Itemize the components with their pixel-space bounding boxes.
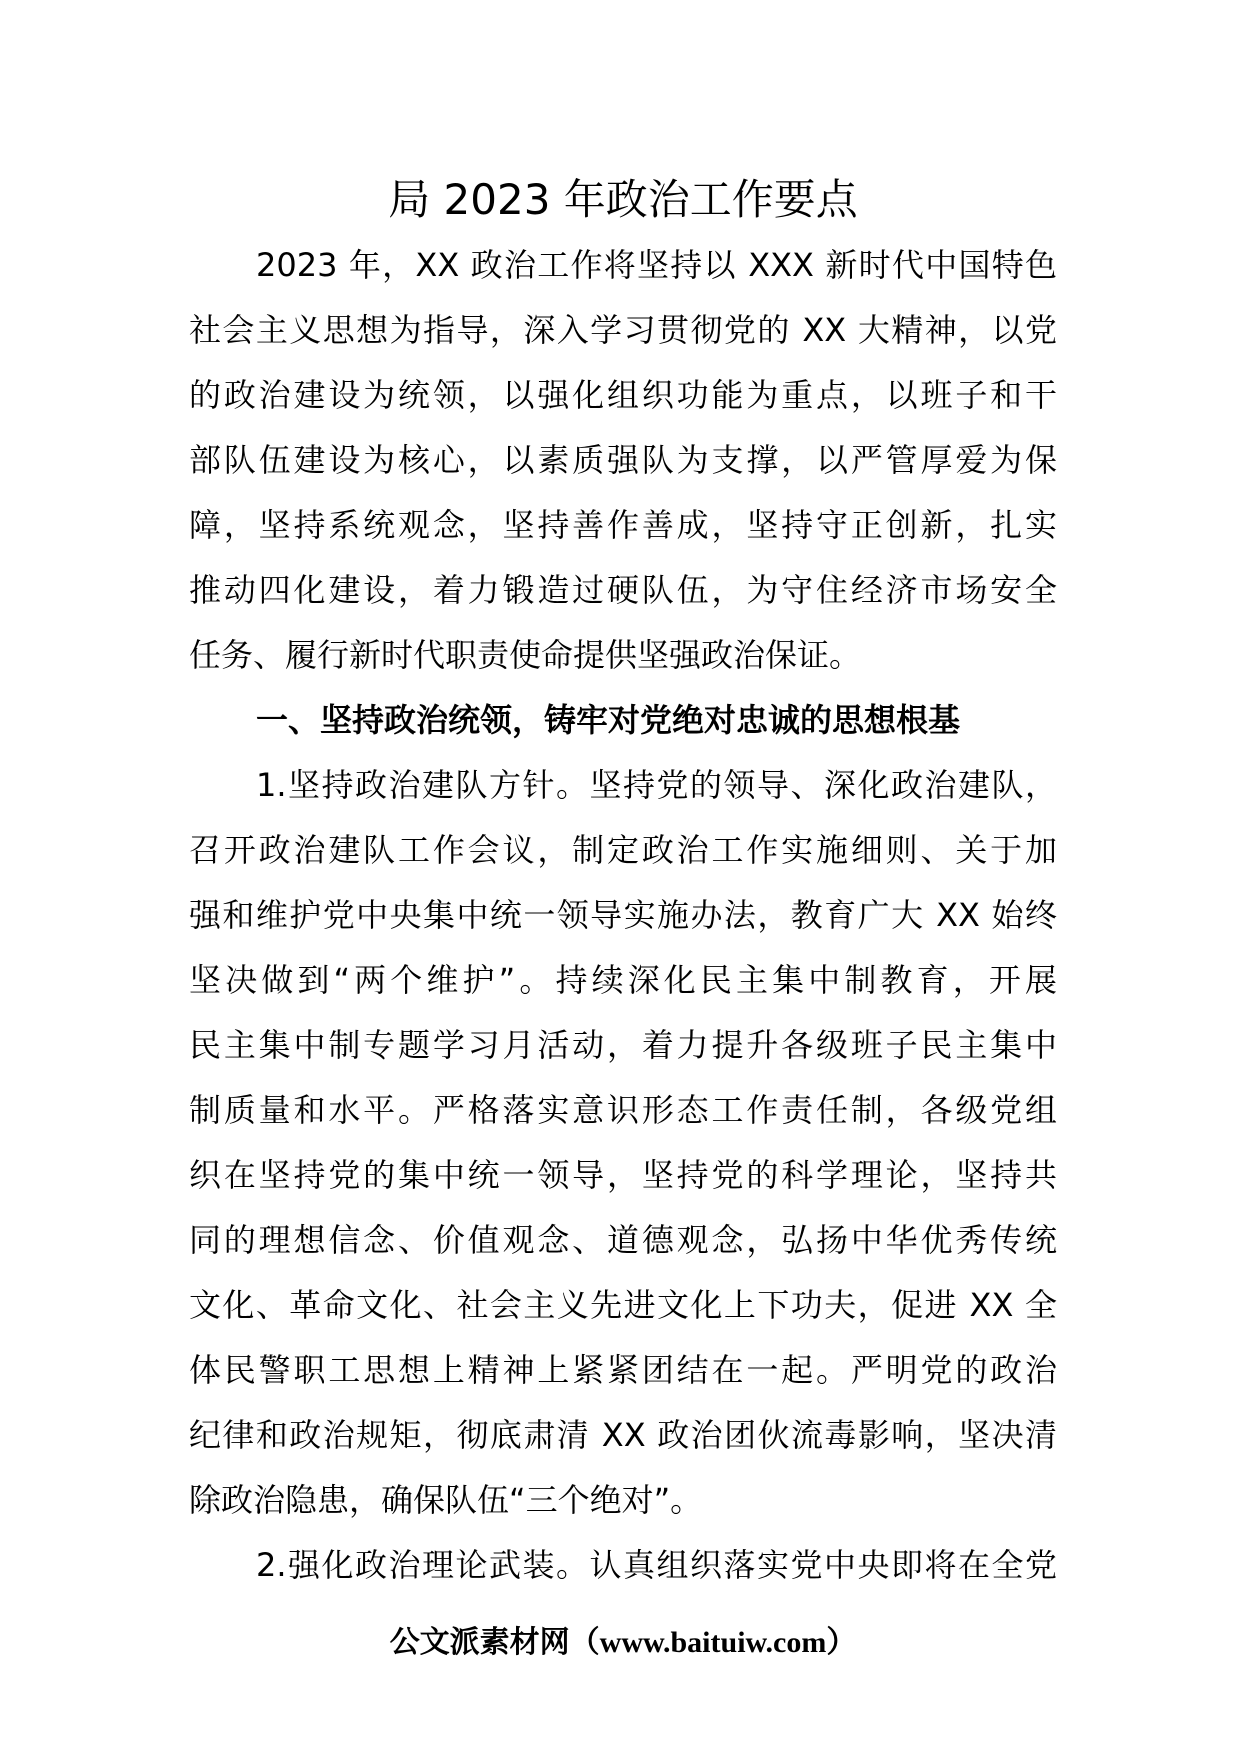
- text-line: 的政治建设为统领，以强化组织功能为重点，以班子和干: [189, 376, 1057, 414]
- text-line: 织在坚持党的集中统一领导，坚持党的科学理论，坚持共: [189, 1156, 1057, 1194]
- section-heading: 一、坚持政治统领，铸牢对党绝对忠诚的思想根基: [256, 701, 961, 739]
- text-line: 2.强化政治理论武装。认真组织落实党中央即将在全党: [256, 1546, 1057, 1584]
- text-line: 文化、革命文化、社会主义先进文化上下功夫，促进 XX 全: [189, 1286, 1057, 1324]
- text-line: 制质量和水平。严格落实意识形态工作责任制，各级党组: [189, 1091, 1057, 1129]
- text-line: 召开政治建队工作会议，制定政治工作实施细则、关于加: [189, 831, 1057, 869]
- text-line: 除政治隐患，确保队伍“三个绝对”。: [189, 1481, 703, 1519]
- text-line: 同的理想信念、价值观念、道德观念，弘扬中华优秀传统: [189, 1221, 1057, 1259]
- text-line: 1.坚持政治建队方针。坚持党的领导、深化政治建队，: [256, 766, 1057, 804]
- footer-watermark: 公文派素材网（www.baituiw.com）: [389, 1626, 857, 1659]
- text-line: 2023 年，XX 政治工作将坚持以 XXX 新时代中国特色: [256, 246, 1057, 284]
- text-line: 障，坚持系统观念，坚持善作善成，坚持守正创新，扎实: [189, 506, 1057, 544]
- text-line: 体民警职工思想上精神上紧紧团结在一起。严明党的政治: [189, 1351, 1057, 1389]
- document-title: 局 2023 年政治工作要点: [388, 175, 858, 224]
- text-line: 坚决做到“两个维护”。持续深化民主集中制教育，开展: [189, 961, 1057, 999]
- text-line: 任务、履行新时代职责使命提供坚强政治保证。: [189, 636, 862, 674]
- text-line: 民主集中制专题学习月活动，着力提升各级班子民主集中: [189, 1026, 1057, 1064]
- text-line: 部队伍建设为核心，以素质强队为支撑，以严管厚爱为保: [189, 441, 1057, 479]
- text-line: 推动四化建设，着力锻造过硬队伍，为守住经济市场安全: [189, 571, 1057, 609]
- text-line: 纪律和政治规矩，彻底肃清 XX 政治团伙流毒影响，坚决清: [189, 1416, 1057, 1454]
- text-line: 社会主义思想为指导，深入学习贯彻党的 XX 大精神，以党: [189, 311, 1057, 349]
- text-line: 强和维护党中央集中统一领导实施办法，教育广大 XX 始终: [189, 896, 1057, 934]
